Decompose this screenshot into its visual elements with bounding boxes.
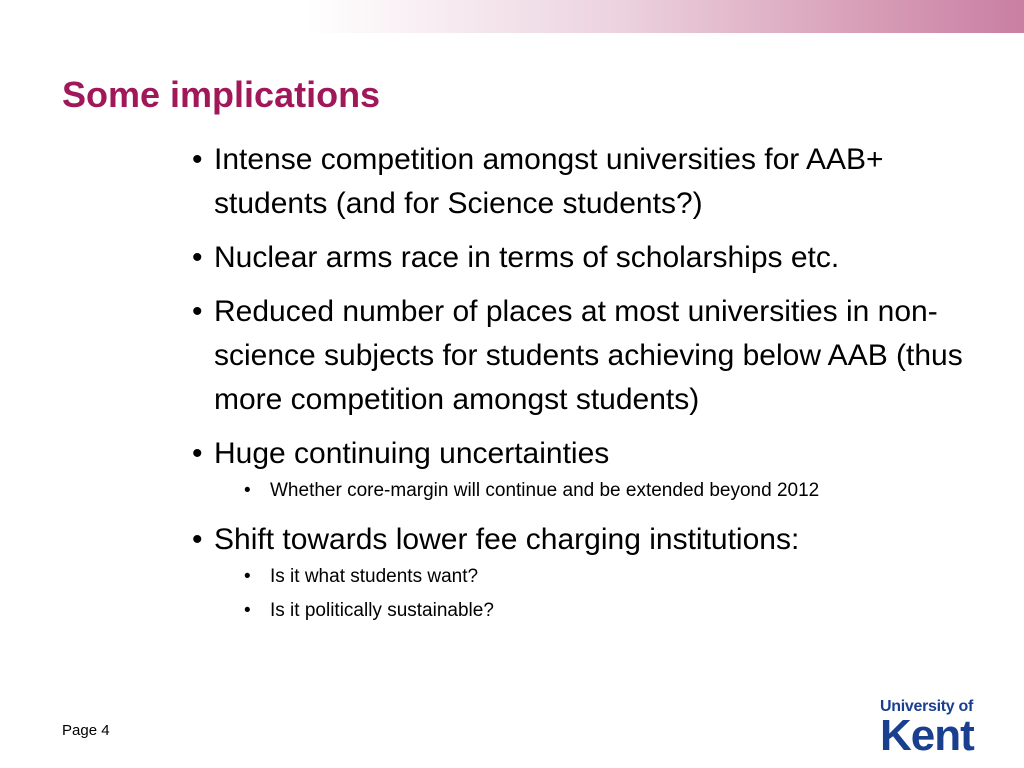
sub-bullet-list [214, 474, 988, 508]
bullet-text: Huge continuing uncertainties [214, 437, 610, 470]
sub-bullet-dot-icon: • [244, 566, 251, 587]
sub-bullet-dot-icon: • [244, 600, 251, 621]
top-gradient-band [0, 0, 1024, 33]
bullet-text: Intense competition amongst universities for AAB+ students (and for Science students?) [214, 143, 884, 220]
bullet-item [188, 138, 988, 226]
sub-bullet-list [214, 560, 988, 628]
bullet-dot-icon: • [192, 143, 203, 176]
sub-bullet-text: Whether core-margin will continue and be extended beyond 2012 [270, 480, 820, 501]
university-of-kent-logo [880, 698, 984, 760]
bullet-text: Shift towards lower fee charging institutions: [214, 523, 800, 556]
sub-bullet-dot-icon: • [244, 480, 251, 501]
bullet-dot-icon: • [192, 437, 203, 470]
page-number: Page 4 [62, 722, 110, 739]
bullet-list [188, 138, 988, 638]
bullet-item [188, 236, 988, 280]
bullet-dot-icon: • [192, 523, 203, 556]
bullet-text: Nuclear arms race in terms of scholarships etc. [214, 241, 840, 274]
bullet-item [188, 432, 988, 508]
sub-bullet-text: Is it what students want? [270, 566, 479, 587]
sub-bullet-item [214, 474, 988, 508]
slide-title: Some implications [62, 74, 381, 115]
bullet-text: Reduced number of places at most universities in non-science subjects for students achieving below AAB (thus more competition amongst students) [214, 295, 963, 416]
bullet-dot-icon: • [192, 241, 203, 274]
sub-bullet-item [214, 560, 988, 594]
bullet-dot-icon: • [192, 295, 203, 328]
logo-line-kent: Kent [880, 711, 974, 760]
sub-bullet-item [214, 594, 988, 628]
bullet-item [188, 290, 988, 422]
bullet-item [188, 518, 988, 628]
logo-line-university-of: University of [880, 698, 974, 715]
sub-bullet-text: Is it politically sustainable? [270, 600, 494, 621]
